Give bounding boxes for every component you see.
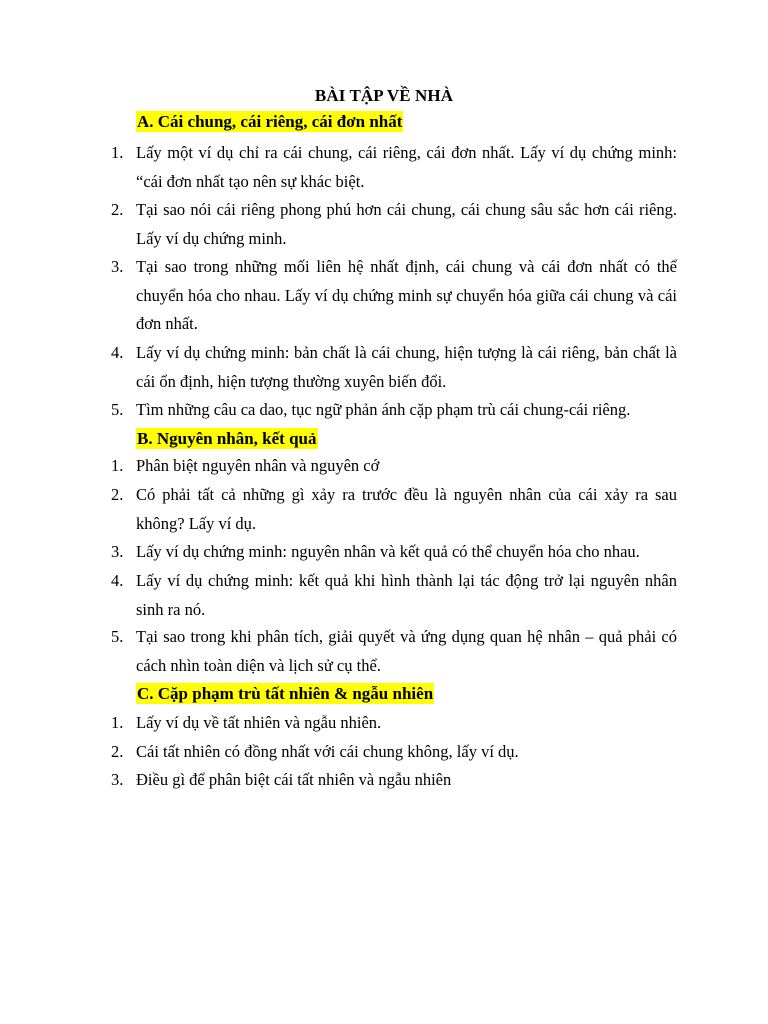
section-heading-c-text: C. Cặp phạm trù tất nhiên & ngẫu nhiên bbox=[137, 684, 434, 703]
list-item-text: Tại sao trong những mối liên hệ nhất định, cái chung và cái đơn nhất có thể chuyển hóa cho nhau. Lấy ví dụ chứng minh sự chuyển hóa giữa cái chung và cái đơn nhất. bbox=[136, 257, 677, 333]
list-item-text: Lấy một ví dụ chỉ ra cái chung, cái riêng, cái đơn nhất. Lấy ví dụ chứng minh: “cái đơn nhất tạo nên sự khác biệt. bbox=[136, 143, 677, 191]
list-number: 3. bbox=[111, 257, 124, 276]
list-item-text: Có phải tất cả những gì xảy ra trước đều là nguyên nhân của cái xảy ra sau không? Lấy ví dụ. bbox=[136, 485, 677, 533]
list-number: 4. bbox=[111, 343, 124, 362]
list-item-b3 bbox=[111, 538, 677, 567]
list-item-a2 bbox=[111, 196, 677, 253]
list-number: 5. bbox=[111, 400, 124, 419]
list-item-a5 bbox=[111, 396, 677, 425]
page-title: BÀI TẬP VỀ NHÀ bbox=[314, 86, 454, 105]
section-heading-b-text: B. Nguyên nhân, kết quả bbox=[137, 429, 317, 448]
list-item-c3 bbox=[111, 766, 677, 795]
section-heading-c bbox=[136, 683, 434, 705]
list-item-b2 bbox=[111, 481, 677, 538]
list-number: 3. bbox=[111, 542, 124, 561]
list-item-text: Lấy ví dụ chứng minh: bản chất là cái chung, hiện tượng là cái riêng, bản chất là cái ổn định, hiện tượng thường xuyên biến đổi. bbox=[136, 343, 677, 391]
list-item-c1 bbox=[111, 709, 677, 738]
list-item-b1 bbox=[111, 452, 677, 481]
list-number: 1. bbox=[111, 143, 124, 162]
list-item-text: Tại sao trong khi phân tích, giải quyết và ứng dụng quan hệ nhân – quả phải có cách nhìn toàn diện và lịch sử cụ thể. bbox=[136, 627, 677, 675]
section-heading-a bbox=[136, 111, 403, 133]
list-item-b5 bbox=[111, 623, 677, 680]
list-item-text: Điều gì để phân biệt cái tất nhiên và ngẫu nhiên bbox=[136, 770, 452, 789]
list-item-a3 bbox=[111, 253, 677, 339]
list-item-text: Tìm những câu ca dao, tục ngữ phản ánh cặp phạm trù cái chung-cái riêng. bbox=[136, 400, 631, 419]
list-number: 4. bbox=[111, 571, 124, 590]
list-item-c2 bbox=[111, 738, 677, 767]
list-item-b4 bbox=[111, 567, 677, 624]
list-item-text: Lấy ví dụ chứng minh: kết quả khi hình thành lại tác động trở lại nguyên nhân sinh ra nó. bbox=[136, 571, 677, 619]
list-number: 2. bbox=[111, 200, 124, 219]
list-number: 1. bbox=[111, 456, 124, 475]
list-item-text: Cái tất nhiên có đồng nhất với cái chung không, lấy ví dụ. bbox=[136, 742, 519, 761]
list-number: 3. bbox=[111, 770, 124, 789]
list-item-text: Lấy ví dụ về tất nhiên và ngẫu nhiên. bbox=[136, 713, 382, 732]
list-number: 2. bbox=[111, 742, 124, 761]
list-number: 2. bbox=[111, 485, 124, 504]
section-heading-b bbox=[136, 428, 318, 450]
list-item-text: Phân biệt nguyên nhân và nguyên cớ bbox=[136, 456, 380, 475]
section-heading-a-text: A. Cái chung, cái riêng, cái đơn nhất bbox=[137, 112, 403, 131]
list-item-text: Lấy ví dụ chứng minh: nguyên nhân và kết quả có thể chuyển hóa cho nhau. bbox=[136, 542, 640, 561]
list-item-a1 bbox=[111, 139, 677, 196]
list-number: 5. bbox=[111, 627, 124, 646]
list-item-a4 bbox=[111, 339, 677, 396]
list-number: 1. bbox=[111, 713, 124, 732]
list-item-text: Tại sao nói cái riêng phong phú hơn cái chung, cái chung sâu sắc hơn cái riêng. Lấy ví dụ chứng minh. bbox=[136, 200, 677, 248]
